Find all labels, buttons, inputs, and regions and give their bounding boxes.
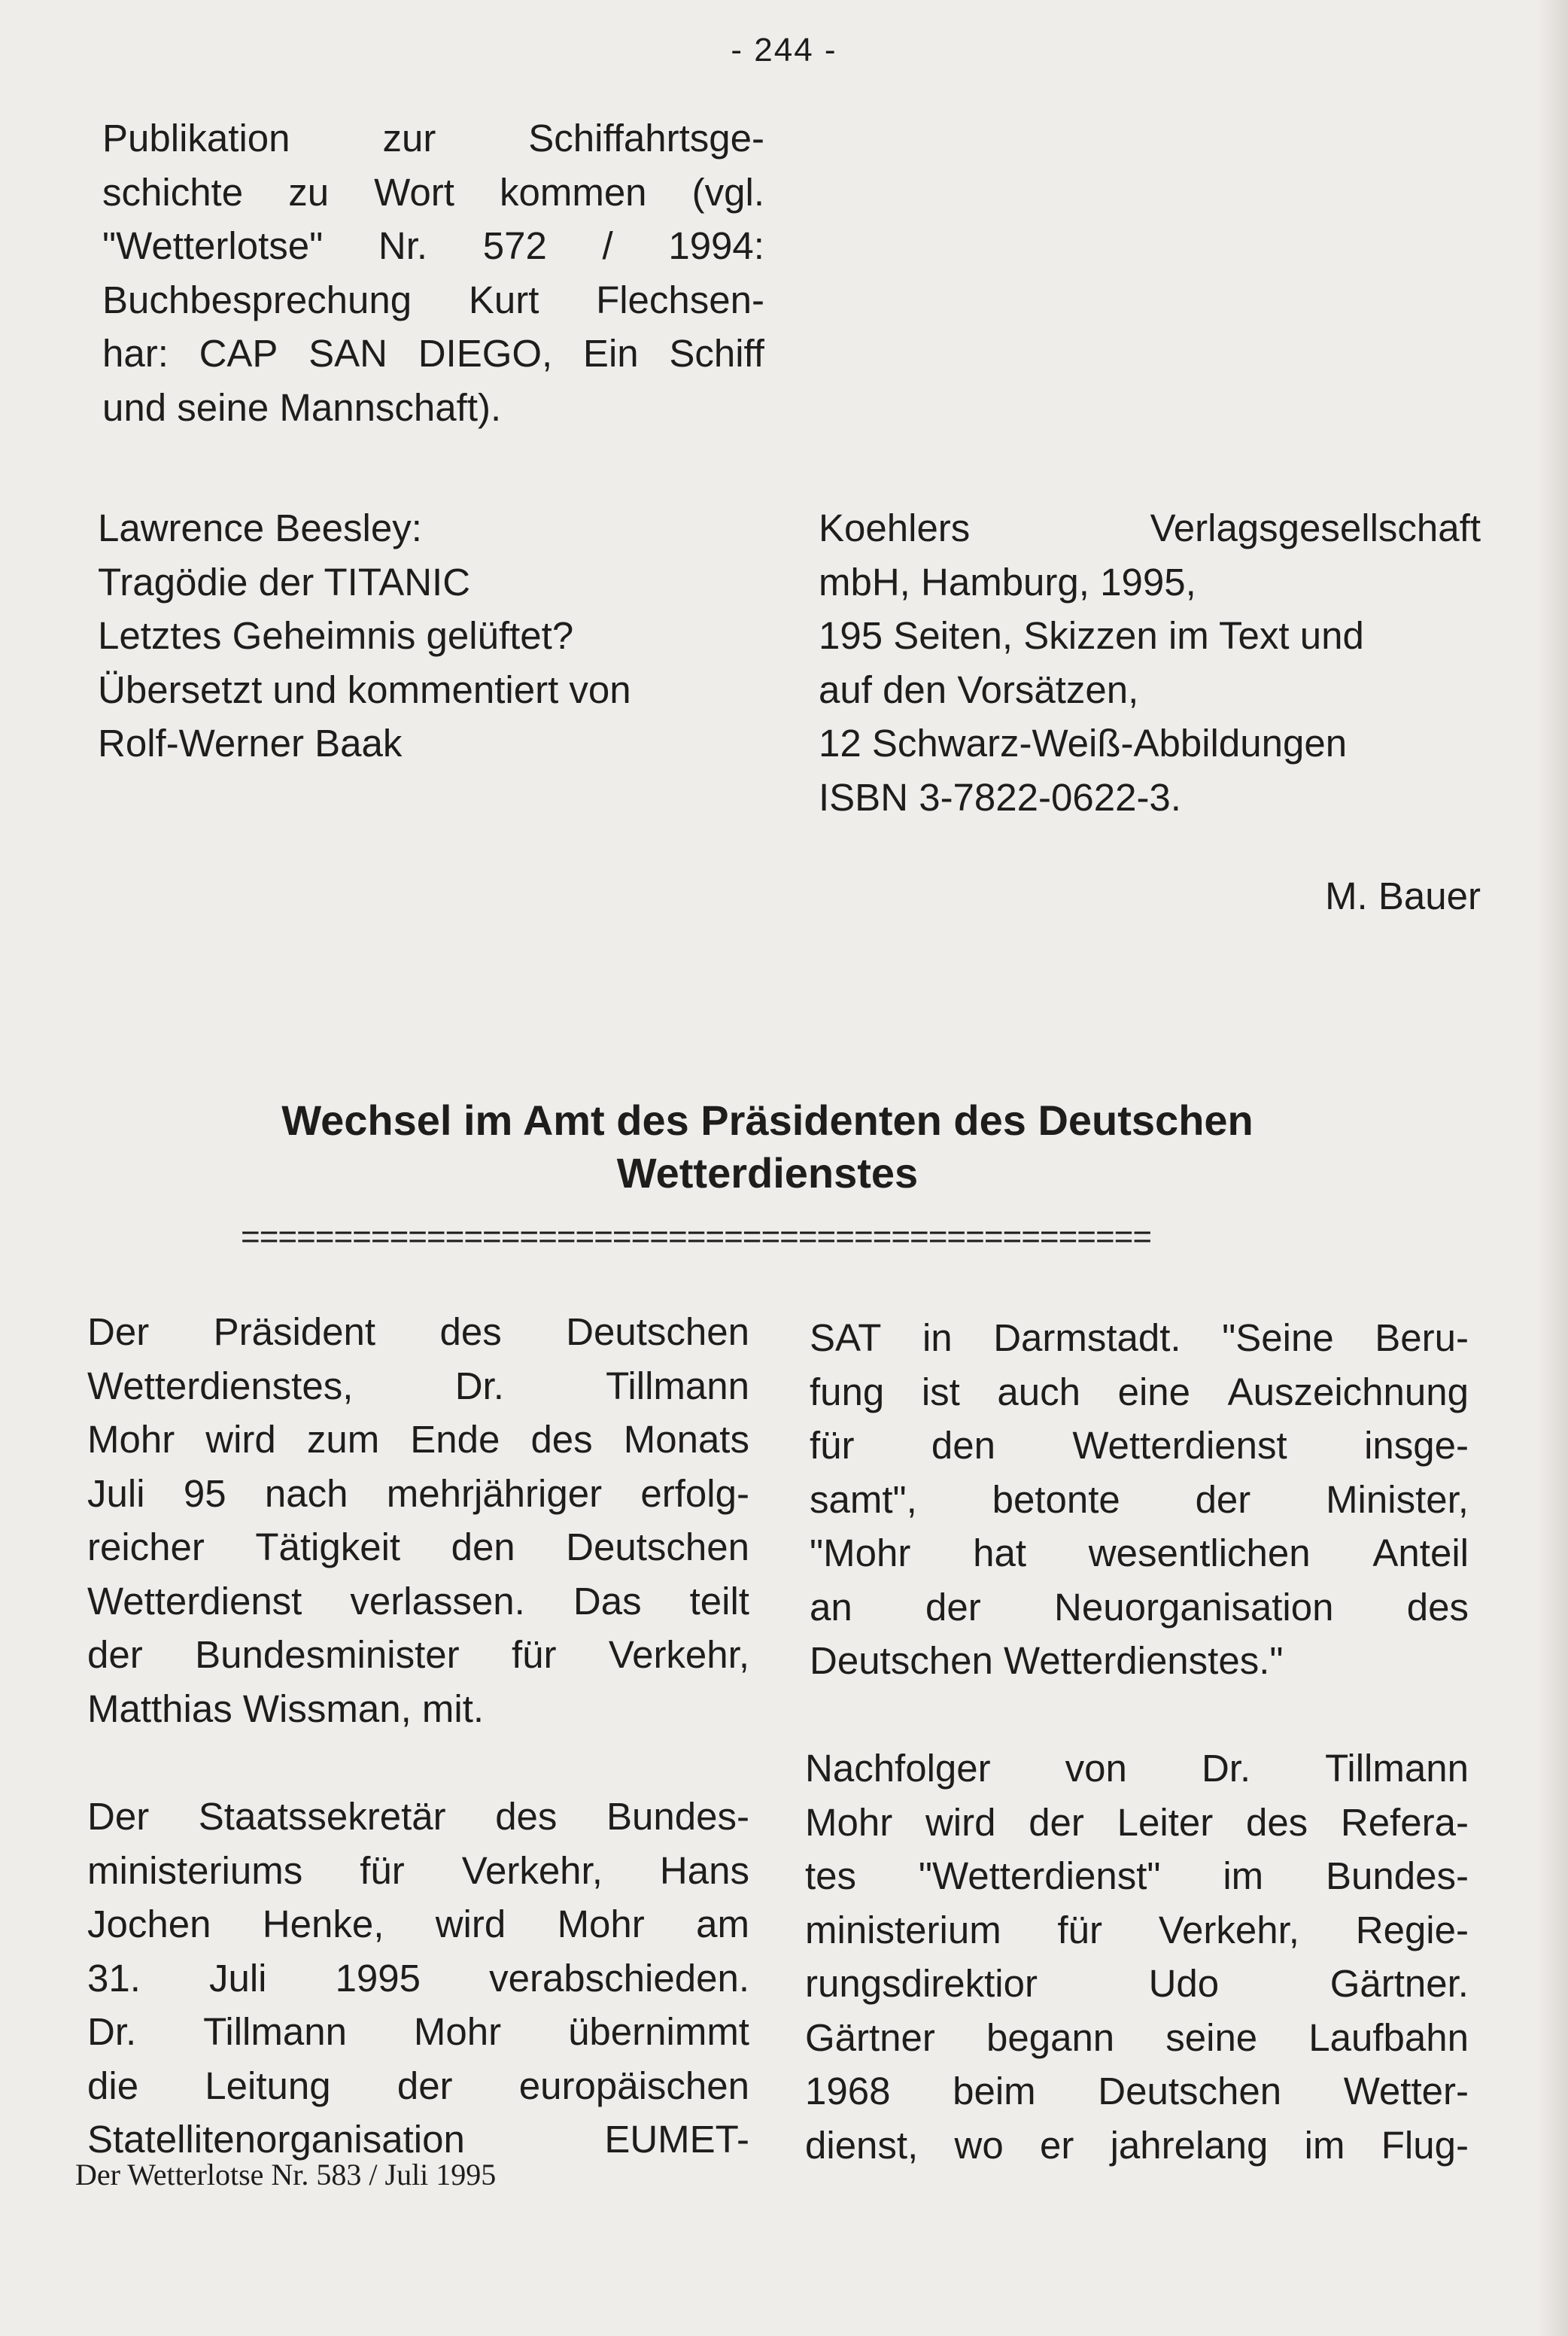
text-line: Der Staatssekretär des Bundes- xyxy=(87,1795,749,1838)
title-underline: ================================================= xyxy=(241,1221,1152,1254)
book-translator: Rolf-Werner Baak xyxy=(98,722,403,765)
text-line: rungsdirektior Udo Gärtner. xyxy=(805,1962,1469,2005)
article-title-line-2: Wetterdienstes xyxy=(616,1149,919,1197)
right-paragraph-1 xyxy=(810,1311,1469,1688)
text-line: schichte zu Wort kommen (vgl. xyxy=(102,170,764,214)
text-line: Wetterdienst verlassen. Das teilt xyxy=(87,1579,749,1623)
text-line: Nachfolger von Dr. Tillmann xyxy=(805,1747,1469,1790)
text-line: 1968 beim Deutschen Wetter- xyxy=(805,2070,1469,2112)
text-line: Mohr wird der Leiter des Refera- xyxy=(805,1800,1469,1844)
text-line: Juli 95 nach mehrjähriger erfolg- xyxy=(87,1471,749,1515)
text-line: und seine Mannschaft). xyxy=(102,385,502,429)
text-line: die Leitung der europäischen xyxy=(87,2064,749,2107)
text-line: har: CAP SAN DIEGO, Ein Schiff xyxy=(102,332,764,375)
text-line: für den Wetterdienst insge- xyxy=(810,1424,1469,1467)
text-line: Publikation zur Schiffahrtsge- xyxy=(102,117,764,160)
left-paragraph-1 xyxy=(87,1305,749,1735)
text-line: 31. Juli 1995 verabschieden. xyxy=(87,1956,749,2000)
text-line: fung ist auch eine Auszeichnung xyxy=(810,1370,1469,1413)
text-line: "Wetterlotse" Nr. 572 / 1994: xyxy=(102,224,764,267)
book-translator-note: Übersetzt und kommentiert von xyxy=(98,668,631,711)
endpapers-line: auf den Vorsätzen, xyxy=(819,668,1139,711)
book-publication-block xyxy=(819,501,1481,923)
text-line: Mohr wird zum Ende des Monats xyxy=(87,1418,749,1461)
text-line: Der Präsident des Deutschen xyxy=(87,1310,749,1353)
text-line: Statellitenorganisation EUMET- xyxy=(87,2118,749,2161)
text-line: dienst, wo er jahrelang im Flug- xyxy=(805,2123,1469,2167)
text-line: ministerium für Verkehr, Regie- xyxy=(805,1908,1469,1951)
text-line: reicher Tätigkeit den Deutschen xyxy=(87,1525,749,1568)
text-line: samt", betonte der Minister, xyxy=(810,1477,1469,1521)
book-subtitle: Letztes Geheimnis gelüftet? xyxy=(98,614,574,657)
book-title-block xyxy=(98,501,775,771)
book-title: Tragödie der TITANIC xyxy=(98,560,471,604)
text-line: Gärtner begann seine Laufbahn xyxy=(805,2015,1469,2059)
publisher-line: Koehlers Verlagsgesellschaft xyxy=(819,506,1481,549)
text-line: "Mohr hat wesentlichen Anteil xyxy=(810,1531,1469,1574)
text-line: Jochen Henke, wird Mohr am xyxy=(87,1903,749,1945)
footer-publication: Der Wetterlotse Nr. 583 / Juli 1995 xyxy=(75,2158,497,2192)
page-count-line: 195 Seiten, Skizzen im Text und xyxy=(819,614,1364,657)
isbn-line: ISBN 3-7822-0622-3. xyxy=(819,775,1181,819)
illustrations-line: 12 Schwarz-Weiß-Abbildungen xyxy=(819,722,1348,765)
text-line: der Bundesminister für Verkehr, xyxy=(87,1633,749,1676)
text-line: Wetterdienstes, Dr. Tillmann xyxy=(87,1364,749,1407)
right-paragraph-2 xyxy=(805,1741,1469,2172)
left-paragraph-2 xyxy=(87,1790,749,2167)
text-line: Matthias Wissman, mit. xyxy=(87,1687,485,1730)
intro-paragraph xyxy=(102,111,764,434)
text-line: an der Neuorganisation des xyxy=(810,1585,1469,1629)
text-line: Buchbesprechung Kurt Flechsen- xyxy=(102,278,764,321)
text-line: tes "Wetterdienst" im Bundes- xyxy=(805,1854,1469,1897)
article-title xyxy=(181,1094,1354,1200)
book-author: Lawrence Beesley: xyxy=(98,506,422,549)
text-line: Deutschen Wetterdienstes." xyxy=(810,1639,1284,1682)
article-title-line-1: Wechsel im Amt des Präsidenten des Deutschen xyxy=(281,1097,1253,1144)
text-line: SAT in Darmstadt. "Seine Beru- xyxy=(810,1316,1469,1359)
text-line: ministeriums für Verkehr, Hans xyxy=(87,1848,749,1892)
review-author: M. Bauer xyxy=(1325,874,1481,917)
publisher-city-year: mbH, Hamburg, 1995, xyxy=(819,560,1196,604)
page-number: - 244 - xyxy=(731,32,837,68)
page-spine-shadow xyxy=(1538,0,1568,2336)
text-line: Dr. Tillmann Mohr übernimmt xyxy=(87,2010,749,2053)
